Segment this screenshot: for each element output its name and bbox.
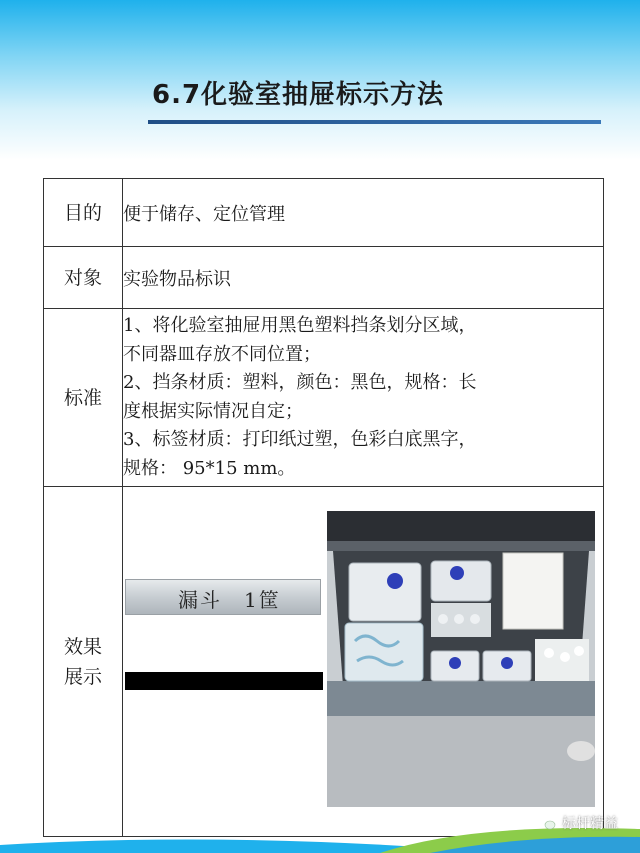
table-row bbox=[44, 309, 604, 487]
row-label-effect bbox=[44, 487, 123, 837]
label-strip-text: 漏斗 1筐 bbox=[178, 588, 281, 612]
row-content-purpose: 便于储存、定位管理 bbox=[123, 179, 604, 247]
spec-table bbox=[43, 178, 604, 837]
black-divider-strip bbox=[125, 672, 323, 690]
page-title: 6.7化验室抽屉标示方法 bbox=[152, 80, 445, 110]
drawer-photo-drawing bbox=[327, 511, 595, 807]
row-content-object: 实验物品标识 bbox=[123, 247, 604, 309]
wechat-icon bbox=[538, 816, 556, 830]
watermark bbox=[538, 813, 618, 833]
effect-label-line: 效果 bbox=[63, 635, 102, 658]
standard-line: 2、挡条材质：塑料，颜色：黑色，规格：长 bbox=[123, 372, 477, 393]
row-content-effect bbox=[123, 487, 604, 837]
table-row bbox=[44, 179, 604, 247]
row-label-object: 对象 bbox=[44, 247, 123, 309]
watermark-text: 标杆精益 bbox=[562, 816, 618, 832]
standard-line: 规格： 95*15 mm。 bbox=[123, 457, 296, 479]
standard-line: 3、标签材质：打印纸过塑，色彩白底黑字， bbox=[123, 429, 477, 450]
row-label-standard: 标准 bbox=[44, 309, 123, 487]
table-row bbox=[44, 247, 604, 309]
title-underline bbox=[148, 120, 601, 124]
row-label-purpose: 目的 bbox=[44, 179, 123, 247]
effect-label-line: 展示 bbox=[63, 665, 102, 688]
standard-line: 度根据实际情况自定； bbox=[123, 400, 303, 422]
table-row bbox=[44, 487, 604, 837]
row-content-standard bbox=[123, 309, 604, 487]
label-strip-image bbox=[125, 579, 321, 615]
standard-line: 不同器皿存放不同位置； bbox=[123, 343, 321, 365]
drawer-photo bbox=[327, 511, 595, 807]
standard-line: 1、将化验室抽屉用黑色塑料挡条划分区域， bbox=[123, 315, 477, 336]
